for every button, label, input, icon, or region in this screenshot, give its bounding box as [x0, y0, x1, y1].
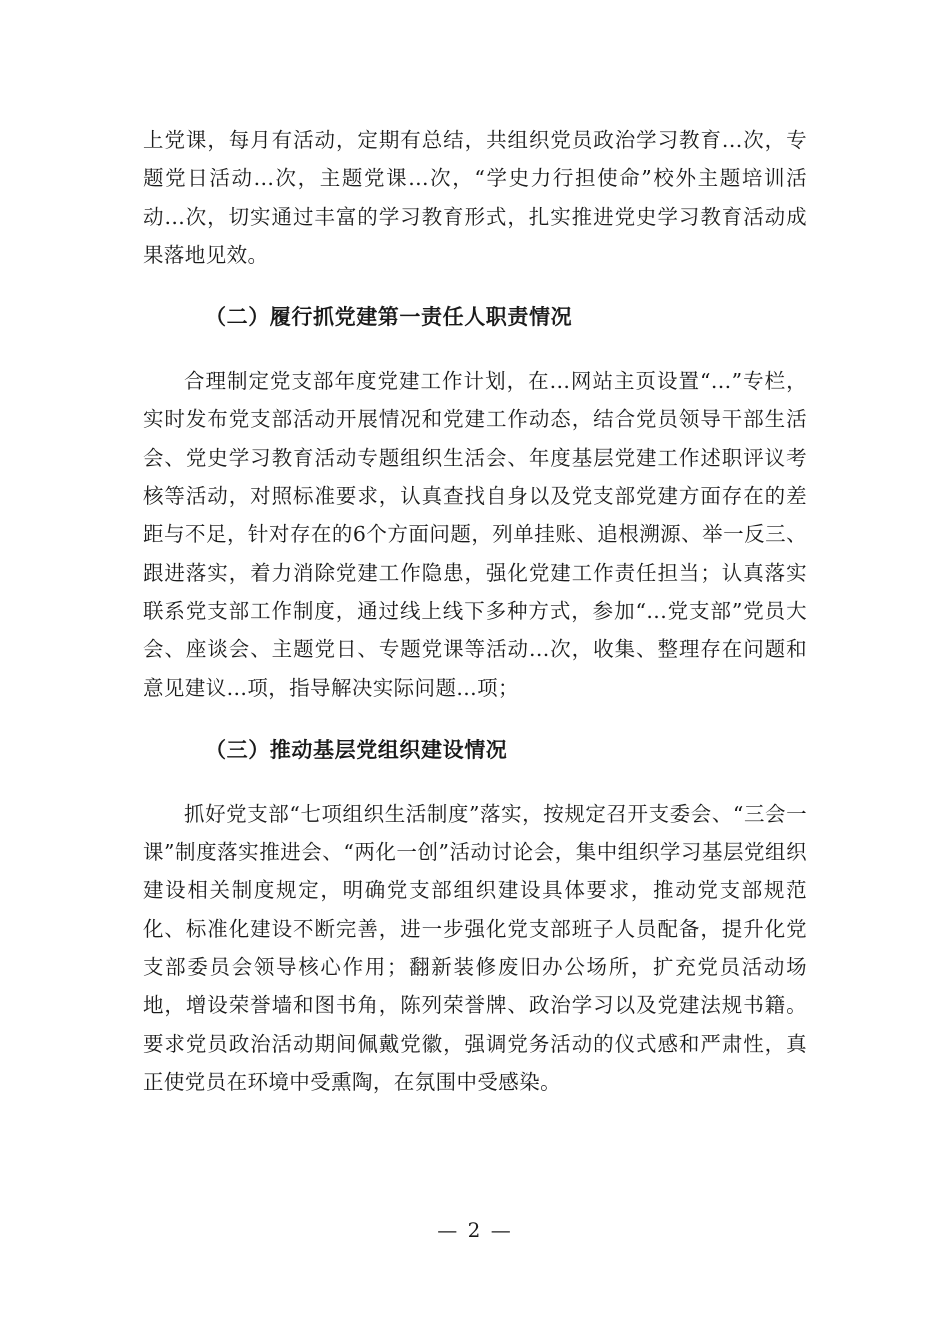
section-heading-2: （二）履行抓党建第一责任人职责情况 [205, 305, 573, 330]
document-body [143, 121, 807, 1101]
section-heading-3: （三）推动基层党组织建设情况 [205, 737, 508, 762]
page-number: — 2 — [437, 1218, 513, 1242]
paragraph-continued: 上党课，每月有活动，定期有总结，共组织党员政治学习教育...次，专题党日活动...次，主题党课...次，“学史力行担使命”校外主题培训活动...次，切实通过丰富的学习教育形式，扎实推进党史学习教育活动成果落地见效。 [143, 128, 807, 267]
paragraph-section-3: 抓好党支部“七项组织生活制度”落实，按规定召开支委会、“三会一课”制度落实推进会、“两化一创”活动讨论会，集中组织学习基层党组织建设相关制度规定，明确党支部组织建设具体要求，推动党支部规范化、标准化建设不断完善，进一步强化党支部班子人员配备，提升化党支部委员会领导核心作用；翻新装修废旧办公场所，扩充党员活动场地，增设荣誉墙和图书角，陈列荣誉牌、政治学习以及党建法规书籍。要求党员政治活动期间佩戴党徽，强调党务活动的仪式感和严肃性，真正使党员在环境中受熏陶，在氛围中受感染。 [143, 801, 807, 1094]
paragraph-section-2: 合理制定党支部年度党建工作计划，在...网站主页设置“...”专栏，实时发布党支部活动开展情况和党建工作动态，结合党员领导干部生活会、党史学习教育活动专题组织生活会、年度基层党建工作述职评议考核等活动，对照标准要求，认真查找自身以及党支部党建方面存在的差距与不足，针对存在的6个方面问题，列单挂账、追根溯源、举一反三、跟进落实，着力消除党建工作隐患，强化党建工作责任担当；认真落实联系党支部工作制度，通过线上线下多种方式，参加“...党支部”党员大会、座谈会、主题党日、专题党课等活动...次，收集、整理存在问题和意见建议...项，指导解决实际问题...项； [143, 369, 807, 700]
